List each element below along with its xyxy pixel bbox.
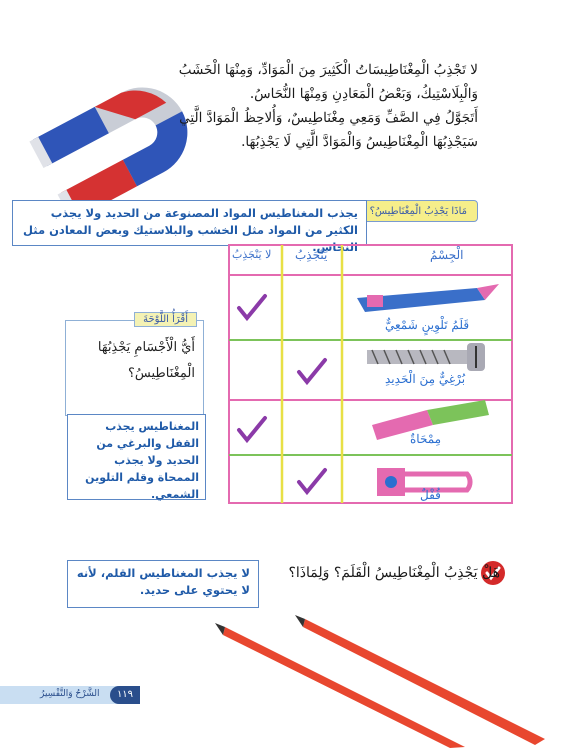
paragraph-line: وَالْبِلَاسْتِيكُ، وَبَعْضُ الْمَعَادِنِ وَمِنْهَا النُّحَاسُ. — [249, 86, 478, 102]
table-header-not-attracted: لا يَنْجَذِبُ — [232, 248, 272, 261]
pencils-image — [215, 615, 545, 748]
paragraph-line: سَيَجْذِبُهَا الْمِغْنَاطِيسُ وَالْمَوَادَّ الَّتِي لَا يَجْذِبُهَا. — [241, 134, 478, 150]
intro-paragraph — [148, 58, 478, 154]
screw-drawing — [367, 343, 485, 371]
footer-label: الشَّرْحُ وَالتَّفْسِيرُ — [40, 689, 100, 699]
answer-box-main[interactable]: يجذب المغناطيس المواد المصنوعة من الحديد ولا يجذب الكثير من المواد مثل الخشب والبلاستيك وبعض المعادن مثل النحاس. — [12, 200, 367, 246]
question-banner: مَاذَا يَجْذِبُ الْمِغْنَاطِيسُ؟ — [330, 200, 478, 222]
check-mark — [299, 470, 325, 492]
answer-box-bottom[interactable]: لا يجذب المغناطيس القلم، لأنه لا يحتوي على حديد. — [67, 560, 259, 608]
check-mark — [239, 296, 265, 318]
table-header-attracted: يَنْجَذِبُ — [295, 248, 328, 262]
crayon-drawing — [357, 284, 499, 312]
answer-box-panel[interactable]: المغناطيس يجذب القفل والبرغي من الحديد ولا يجذب الممحاة وقلم التلوين الشمعي. — [67, 414, 206, 500]
check-mark — [239, 418, 265, 440]
observation-table — [227, 240, 517, 510]
read-panel-question: أَيُّ الْأَجْسَامِ يَجْذِبُهَا الْمِغْنَاطِيسُ؟ — [97, 340, 195, 381]
item-label-lock: قُفْلٌ — [420, 488, 441, 502]
paragraph-line: لا تَجْذِبُ الْمِغْنَاطِيسَاتُ الْكَثِيرَ مِنَ الْمَوَادِّ، وَمِنْهَا الْخَشَبُ — [178, 62, 478, 78]
check-mark — [299, 360, 325, 382]
page-number: ١١٩ — [110, 686, 140, 704]
item-label-crayon: قَلَمُ تَلْوِينٍ شَمْعِيٌّ — [385, 318, 470, 332]
item-label-eraser: مِمْحَاةٌ — [410, 432, 442, 446]
item-label-screw: بُرْغِيٌّ مِنَ الْحَدِيدِ — [385, 372, 466, 386]
paragraph-line: أَتَجَوَّلُ فِي الصَّفِّ وَمَعِي مِغْنَاطِيسٌ، وَأُلاحِظُ الْمَوَادَّ الَّتِي — [179, 110, 478, 126]
table-header-object: الْجِسْمُ — [430, 248, 464, 262]
bottom-question: هَلْ يَجْذِبُ الْمِغْنَاطِيسُ الْقَلَمَ؟ وَلِمَاذَا؟ — [288, 565, 500, 581]
read-panel-title: أَقْرَأُ اللَّوْحَةَ — [134, 312, 197, 327]
read-picture-panel — [65, 314, 204, 416]
